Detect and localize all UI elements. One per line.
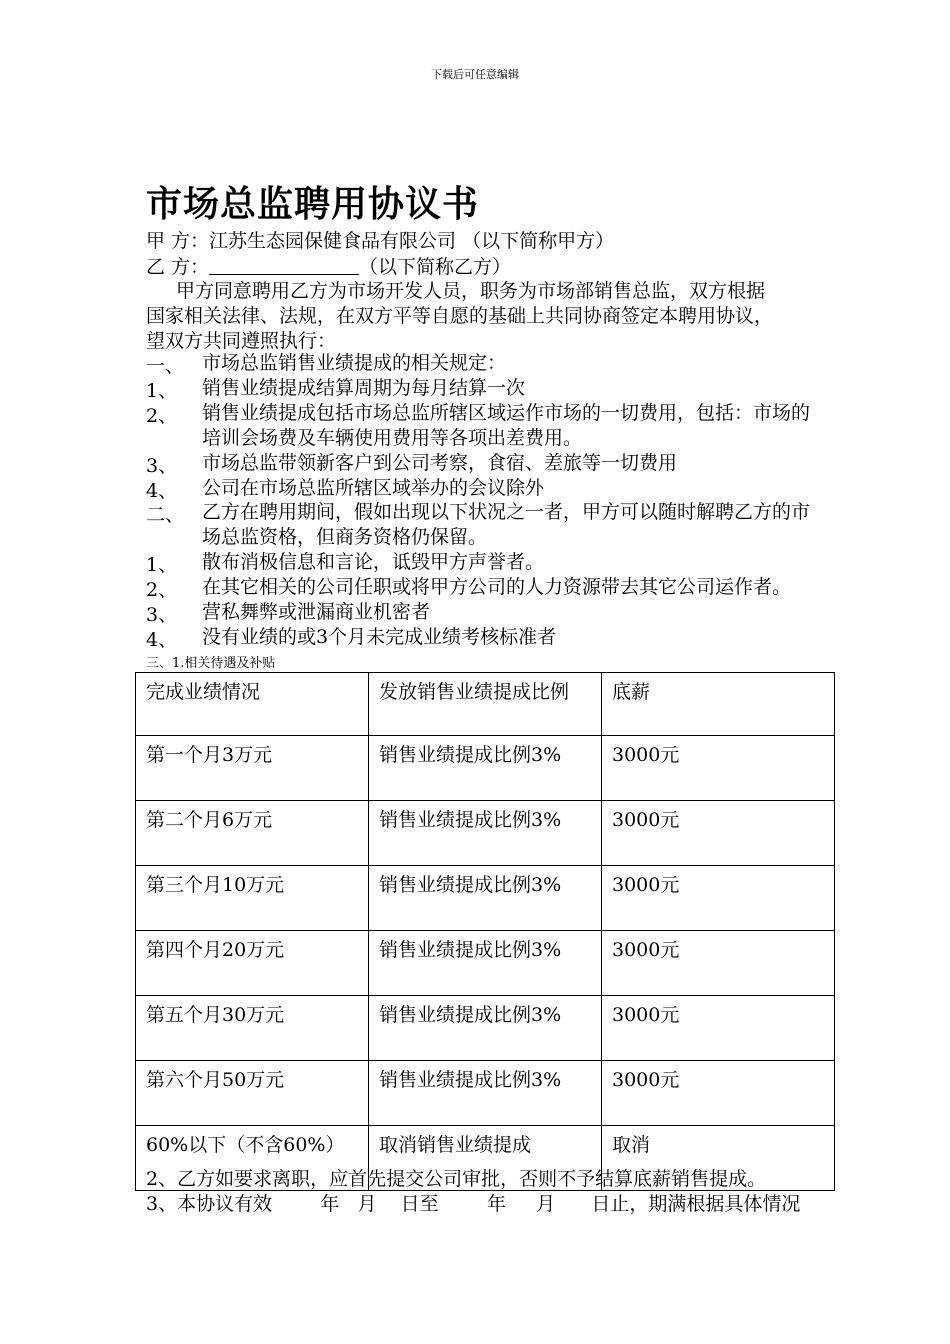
item-text: 散布消极信息和言论，诋毁甲方声誉者。 <box>202 551 545 573</box>
table-cell: 3000元 <box>602 1061 835 1126</box>
document-title: 市场总监聘用协议书 <box>146 183 480 225</box>
item-text: 市场总监带领新客户到公司考察，食宿、差旅等一切费用 <box>202 452 678 474</box>
item-text: 公司在市场总监所辖区域举办的会议除外 <box>202 477 545 499</box>
table-cell: 第一个月3万元 <box>136 736 369 801</box>
table-cell: 第四个月20万元 <box>136 931 369 996</box>
list-item <box>146 476 826 501</box>
column-header: 底薪 <box>602 673 835 736</box>
clause-3-line: 3、本协议有效 年 月 日至 年 月 日止，期满根据具体情况 <box>146 1193 801 1215</box>
item-number: 4、 <box>146 629 178 651</box>
table-cell: 第五个月30万元 <box>136 996 369 1061</box>
list-item <box>146 401 812 451</box>
section-1-heading <box>146 351 826 376</box>
table-cell: 60%以下（不含60%） <box>136 1126 369 1191</box>
intro-line-2: 国家相关法律、法规，在双方平等自愿的基础上共同协商签定本聘用协议， <box>146 305 774 327</box>
table-cell: 第六个月50万元 <box>136 1061 369 1126</box>
item-number: 2、 <box>146 405 178 427</box>
item-number: 3、 <box>146 604 178 626</box>
table-cell: 销售业绩提成比例3% <box>369 931 602 996</box>
item-number: 3、 <box>146 455 178 477</box>
table-cell: 销售业绩提成比例3% <box>369 1061 602 1126</box>
section-text: 乙方在聘用期间，假如出现以下状况之一者，甲方可以随时解聘乙方的市场总监资格，但商务资格仍保留。 <box>202 501 811 548</box>
table-cell: 3000元 <box>602 801 835 866</box>
table-row <box>136 931 835 996</box>
item-number: 4、 <box>146 480 178 502</box>
table-cell: 取消销售业绩提成 <box>369 1126 602 1191</box>
list-item <box>146 575 846 600</box>
item-text: 销售业绩提成包括市场总监所辖区域运作市场的一切费用，包括：市场的培训会场费及车辆使用费用等各项出差费用。 <box>202 402 811 449</box>
item-text: 没有业绩的或3个月未完成业绩考核标准者 <box>202 626 557 648</box>
section-text: 市场总监销售业绩提成的相关规定： <box>202 352 507 374</box>
party-b-suffix: （以下简称乙方） <box>359 256 512 278</box>
header-note: 下载后可任意编辑 <box>431 68 519 81</box>
table-row <box>136 996 835 1061</box>
intro-line-1: 甲方同意聘用乙方为市场开发人员，职务为市场部销售总监，双方根据 <box>176 280 766 302</box>
intro-line-3: 望双方共同遵照执行： <box>146 330 337 352</box>
section-2-heading <box>146 500 812 550</box>
table-cell: 销售业绩提成比例3% <box>369 736 602 801</box>
table-cell: 销售业绩提成比例3% <box>369 996 602 1061</box>
list-item <box>146 550 826 575</box>
item-text: 营私舞弊或泄漏商业机密者 <box>202 601 431 623</box>
item-number: 2、 <box>146 579 178 601</box>
compensation-table <box>135 672 835 1191</box>
list-item <box>146 451 826 476</box>
item-number: 1、 <box>146 380 178 402</box>
section-3-heading: 三、1.相关待遇及补贴 <box>146 656 276 671</box>
list-item <box>146 376 826 401</box>
table-cell: 取消 <box>602 1126 835 1191</box>
table-cell: 销售业绩提成比例3% <box>369 801 602 866</box>
clause-2-line: 2、乙方如要求离职，应首先提交公司审批，否则不予结算底薪销售提成。 <box>146 1168 767 1190</box>
party-b-line <box>146 252 511 279</box>
section-number: 一、 <box>146 355 185 377</box>
table-cell: 3000元 <box>602 931 835 996</box>
party-a-line: 甲 方：江苏生态园保健食品有限公司 （以下简称甲方） <box>146 230 615 252</box>
item-text: 销售业绩提成结算周期为每月结算一次 <box>202 377 526 399</box>
column-header: 完成业绩情况 <box>136 673 369 736</box>
table-cell: 第二个月6万元 <box>136 801 369 866</box>
column-header: 发放销售业绩提成比例 <box>369 673 602 736</box>
table-row <box>136 1061 835 1126</box>
item-number: 1、 <box>146 554 178 576</box>
party-b-label: 乙 方： <box>146 256 210 278</box>
party-b-blank <box>209 256 359 275</box>
list-item <box>146 600 826 625</box>
table-cell: 第三个月10万元 <box>136 866 369 931</box>
list-item <box>146 625 826 650</box>
table-cell: 3000元 <box>602 866 835 931</box>
table-row <box>136 736 835 801</box>
table-cell: 销售业绩提成比例3% <box>369 866 602 931</box>
table-cell: 3000元 <box>602 996 835 1061</box>
section-number: 二、 <box>146 504 185 526</box>
table-header-row <box>136 673 835 736</box>
table-row <box>136 801 835 866</box>
table-cell: 3000元 <box>602 736 835 801</box>
item-text: 在其它相关的公司任职或将甲方公司的人力资源带去其它公司运作者。 <box>202 576 792 598</box>
table-row <box>136 866 835 931</box>
